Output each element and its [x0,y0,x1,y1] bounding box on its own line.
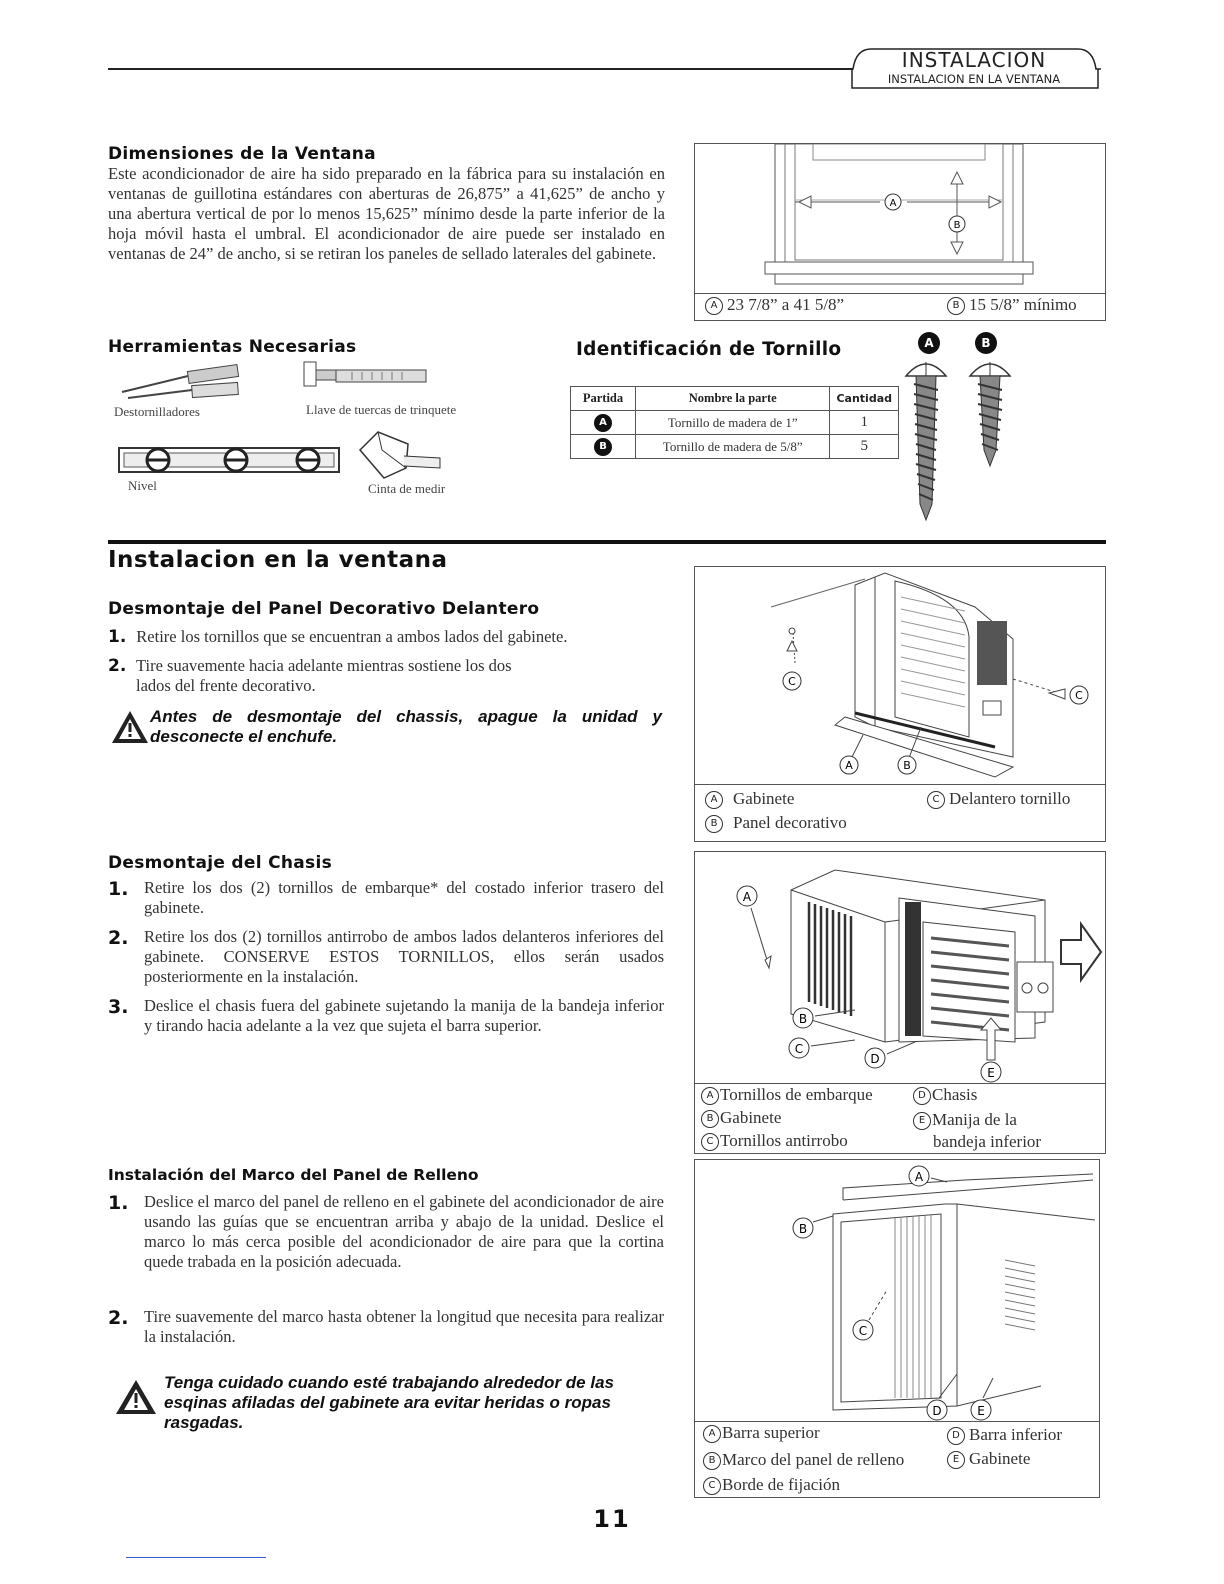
panel-caption-c [927,789,1070,809]
desmontaje-panel-step-1 [108,627,668,647]
footer-link-line [126,1557,266,1558]
table-cell-partida [571,411,636,435]
chasis-caption-d [913,1085,977,1105]
table-cell-cantidad: 5 [830,435,899,459]
chasis-caption-rule [695,1083,1105,1084]
tool-label-1: Llave de tuercas de trinquete [306,402,457,417]
screw-table-header-cantidad: Cantidad [830,387,899,411]
dim-caption-a [705,295,844,315]
svg-text:B: B [798,1012,808,1026]
table-cell-partida [571,435,636,459]
screw-label-b [975,332,997,354]
screw-label-a [918,332,940,354]
level-icon [118,447,340,475]
chasis-caption-b [701,1108,781,1128]
marco-caption-a [703,1423,820,1443]
dimensiones-body: Este acondicionador de aire ha sido preparado en la fábrica para su instalación en ventanas de guillotina estándares con aberturas de 26,875” a 41,625” de ancho y una abertura vertical de por lo menos 15,625” mínimo desde la parte inferior de la hoja móvil hasta el umbral. El acondicionador de aire puede ser instalado en ventanas de 24” de ancho, si se retiran los paneles de sellado laterales del gabinete. [108,164,665,263]
caption-text: Borde de fijación [722,1475,841,1494]
warning-icon [114,1378,158,1416]
svg-text:C: C [788,675,796,688]
svg-text:C: C [1075,689,1083,702]
header-subsection: INSTALACION EN LA VENTANA [887,72,1061,86]
step-text: Tire suavemente hacia adelante mientras sostiene los dos lados del frente decorativo. [136,656,512,695]
identificacion-title: Identificación de Tornillo [576,339,842,360]
caption-text: Barra inferior [969,1425,1062,1444]
caption-text: Marco del panel de relleno [722,1450,905,1469]
panel-caption-b [705,813,847,833]
partida-badge: B [594,438,612,456]
step-number: 1. [108,627,127,647]
screw-table-header-nombre: Nombre la parte [636,387,830,411]
table-cell-cantidad: 1 [830,411,899,435]
instalacion-title: Instalacion en la ventana [108,547,448,573]
caption-text: Manija de la [932,1110,1017,1129]
marco-title: Instalación del Marco del Panel de Relleno [108,1166,479,1184]
tool-label-2: Nivel [128,478,157,493]
step-text: Tire suavemente del marco hasta obtener la longitud que necesita para realizar la instalación. [144,1307,664,1346]
screw-table [570,386,899,459]
svg-text:B: B [903,759,911,772]
section-rule [108,540,1106,544]
caption-text: Panel decorativo [733,813,847,832]
screw-a-icon [902,354,952,522]
tool-label-3: Cinta de medir [368,481,446,496]
svg-text:C: C [794,1042,804,1056]
caption-text: Gabinete [733,789,795,808]
svg-text:D: D [932,1404,942,1418]
step-text: Deslice el marco del panel de relleno en el gabinete del acondicionador de aire usando las guías que se encuentran arriba y abajo de la unidad. Deslice el marco lo más cerca posible del acondicionador de aire para que la cortina quede trabada en la posición adecuada. [144,1192,664,1271]
header-rule [108,68,853,70]
screw-label-a-letter: A [918,332,940,354]
step-number: 2. [108,1307,129,1329]
header-section: INSTALACION [901,48,1047,72]
caption-letter: A [701,1087,719,1105]
step-text: Retire los tornillos que se encuentran a ambos lados del gabinete. [136,627,568,646]
desmontaje-chasis-title: Desmontaje del Chasis [108,853,332,873]
dimensiones-title: Dimensiones de la Ventana [108,144,376,164]
panel-caption-a [705,789,794,809]
caption-letter: B [705,815,723,833]
dim-caption-b [947,295,1077,315]
tape-measure-icon [356,428,446,480]
desmontaje-panel-warning: Antes de desmontaje del chassis, apague la unidad y desconecte el enchufe. [150,707,662,746]
tool-label-0: Destornilladores [114,404,200,419]
chasis-figure [694,851,1106,1154]
window-diagram [695,144,1105,294]
page-number: 11 [593,1505,631,1533]
marco-diagram [695,1160,1099,1422]
chasis-diagram [695,852,1105,1084]
caption-letter: C [927,791,945,809]
ratchet-icon [302,360,442,402]
svg-text:A: A [742,890,752,904]
chasis-caption-e-cont: bandeja inferior [933,1132,1042,1151]
caption-letter: C [703,1477,721,1495]
marco-figure [694,1159,1100,1498]
table-row [571,411,899,435]
svg-text:C: C [858,1324,868,1338]
caption-letter: C [701,1133,719,1151]
dim-caption-a-letter: A [705,297,723,315]
screw-label-b-letter: B [975,332,997,354]
screw-table-header [571,387,899,411]
caption-text: Barra superior [722,1423,820,1442]
warning-icon [110,709,150,745]
svg-text:D: D [870,1052,880,1066]
panel-diagram [695,567,1105,785]
svg-text:A: A [889,198,897,209]
marco-caption-d [947,1425,1062,1445]
step-number: 3. [108,996,129,1018]
marco-caption-rule [695,1421,1099,1422]
step-text: Deslice el chasis fuera del gabinete sujetando la manija de la bandeja inferior y tirando hacia adelante a la vez que sujeta el barra superior. [144,996,664,1035]
partida-badge: A [594,414,612,432]
dimensiones-figure [694,143,1106,321]
step-number: 1. [108,878,129,900]
table-cell-nombre: Tornillo de madera de 1” [636,411,830,435]
dim-caption-rule [695,293,1105,294]
marco-warning: Tenga cuidado cuando esté trabajando alrededor de las esqinas afiladas del gabinete ara evitar heridas o ropas rasgadas. [164,1373,614,1432]
panel-caption-rule [695,784,1105,785]
caption-text: Delantero tornillo [949,789,1071,808]
caption-text: Chasis [932,1085,978,1104]
marco-caption-c [703,1475,840,1495]
step-number: 2. [108,656,127,676]
table-cell-nombre: Tornillo de madera de 5/8” [636,435,830,459]
caption-text: Tornillos antirrobo [720,1131,848,1150]
panel-figure [694,566,1106,842]
step-number: 1. [108,1192,129,1214]
caption-letter: E [913,1112,931,1130]
chasis-caption-e [913,1110,1017,1130]
caption-letter: A [705,791,723,809]
herramientas-title: Herramientas Necesarias [108,337,357,357]
marco-caption-b [703,1450,904,1470]
screwdriver-icon [118,362,248,402]
marco-caption-e [947,1449,1030,1469]
caption-text: Gabinete [720,1108,782,1127]
screw-b-icon [966,354,1016,468]
step-text: Retire los dos (2) tornillos de embarque* del costado inferior trasero del gabinete. [144,878,664,917]
dim-caption-b-text: 15 5/8” mínimo [969,295,1077,314]
svg-text:A: A [845,759,853,772]
header-tab [846,46,1102,90]
caption-letter: A [703,1425,721,1443]
caption-letter: D [913,1087,931,1105]
caption-letter: D [947,1427,965,1445]
chasis-caption-c [701,1131,848,1151]
caption-letter: E [947,1451,965,1469]
caption-letter: B [703,1452,721,1470]
table-row [571,435,899,459]
step-number: 2. [108,927,129,949]
svg-text:B: B [953,220,961,231]
caption-letter: B [701,1110,719,1128]
dim-caption-a-text: 23 7/8” a 41 5/8” [727,295,845,314]
dim-caption-b-letter: B [947,297,965,315]
chasis-caption-a [701,1085,873,1105]
step-text: Retire los dos (2) tornillos antirrobo de ambos lados delanteros inferiores del gabinete. CONSERVE ESTOS TORNILLOS, ellos serán usados posteriormente en la instalación. [144,927,664,986]
svg-text:E: E [987,1066,995,1080]
svg-text:B: B [798,1222,808,1236]
caption-text: Gabinete [969,1449,1031,1468]
svg-text:E: E [977,1404,985,1418]
svg-text:A: A [914,1170,924,1184]
desmontaje-panel-title: Desmontaje del Panel Decorativo Delantero [108,599,540,619]
caption-text: Tornillos de embarque [720,1085,873,1104]
screw-table-header-partida: Partida [571,387,636,411]
